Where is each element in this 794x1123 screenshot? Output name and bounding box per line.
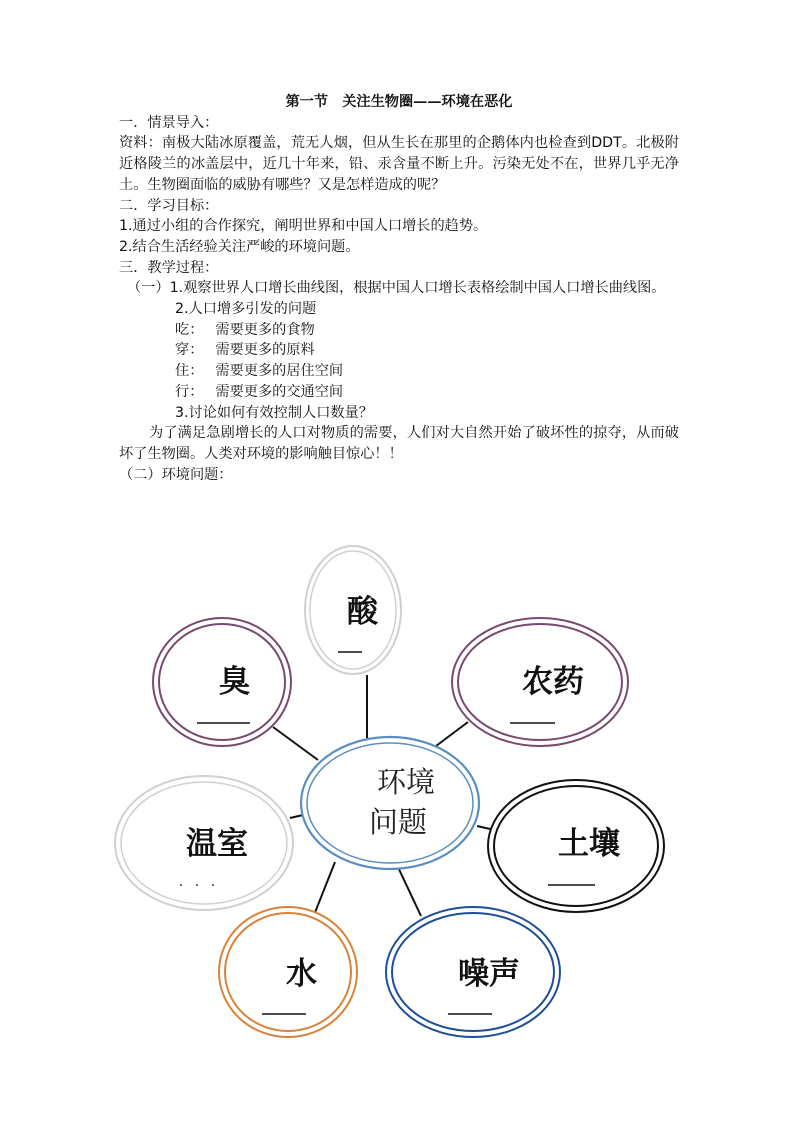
need-text: 需要更多的交通空间 — [215, 383, 344, 400]
label-odor: 臭 — [219, 664, 250, 700]
need-label: 行： — [175, 383, 204, 400]
need-label: 吃： — [175, 321, 204, 338]
part2-heading: （二）环境问题： — [119, 466, 233, 483]
need-label: 穿： — [175, 342, 204, 359]
connector-greenhouse — [290, 815, 303, 818]
need-label: 住： — [175, 363, 204, 380]
connector-noise — [397, 865, 421, 916]
label-soil: 土壤 — [558, 826, 620, 862]
goal-item: 2.结合生活经验关注严峻的环境问题。 — [119, 238, 360, 255]
need-text: 需要更多的原料 — [215, 342, 315, 359]
connector-water — [314, 862, 335, 915]
section3-heading: 三．教学过程： — [119, 259, 219, 276]
section2-heading: 二．学习目标： — [119, 197, 219, 214]
need-text: 需要更多的居住空间 — [215, 363, 344, 380]
label-water: 水 — [286, 956, 317, 992]
section1-text: 资料：南极大陆冰原覆盖，荒无人烟，但从生长在那里的企鹅体内也检查到DDT。北极附近格陵兰的冰盖层中，近几十年来，铅、汞含量不断上升。污染无处不在，世界几乎无净土。生物圈面临的威胁有哪些？又是怎样造成的呢？ — [119, 135, 679, 193]
center-label-line1: 环境 — [376, 765, 435, 799]
label-acid: 酸 — [347, 594, 378, 630]
goal-item: 1.通过小组的合作探究，阐明世界和中国人口增长的趋势。 — [119, 218, 488, 235]
label-pesticide: 农药 — [522, 664, 584, 700]
center-label-line2: 问题 — [368, 805, 427, 839]
connector-pesticide — [436, 722, 468, 746]
connector-soil — [477, 826, 490, 829]
closing-paragraph: 为了满足急剧增长的人口对物质的需要，人们对大自然开始了破坏性的掠夺，从而破坏了生物圈。人类对环境的影响触目惊心！！ — [119, 425, 679, 462]
connector-odor — [273, 727, 318, 760]
label-greenhouse: 温室 — [186, 826, 248, 862]
page-title: 第一节 关注生物圈——环境在恶化 — [285, 94, 513, 110]
section1-heading: 一．情景导入： — [119, 114, 219, 131]
step1-text: （一）1.观察世界人口增长曲线图，根据中国人口增长表格绘制中国人口增长曲线图。 — [127, 280, 666, 297]
step2-text: 2.人口增多引发的问题 — [175, 301, 317, 318]
label-noise: 噪声 — [458, 956, 520, 992]
center-label — [356, 762, 456, 842]
step3-text: 3.讨论如何有效控制人口数量？ — [175, 404, 373, 421]
need-text: 需要更多的食物 — [215, 321, 315, 338]
